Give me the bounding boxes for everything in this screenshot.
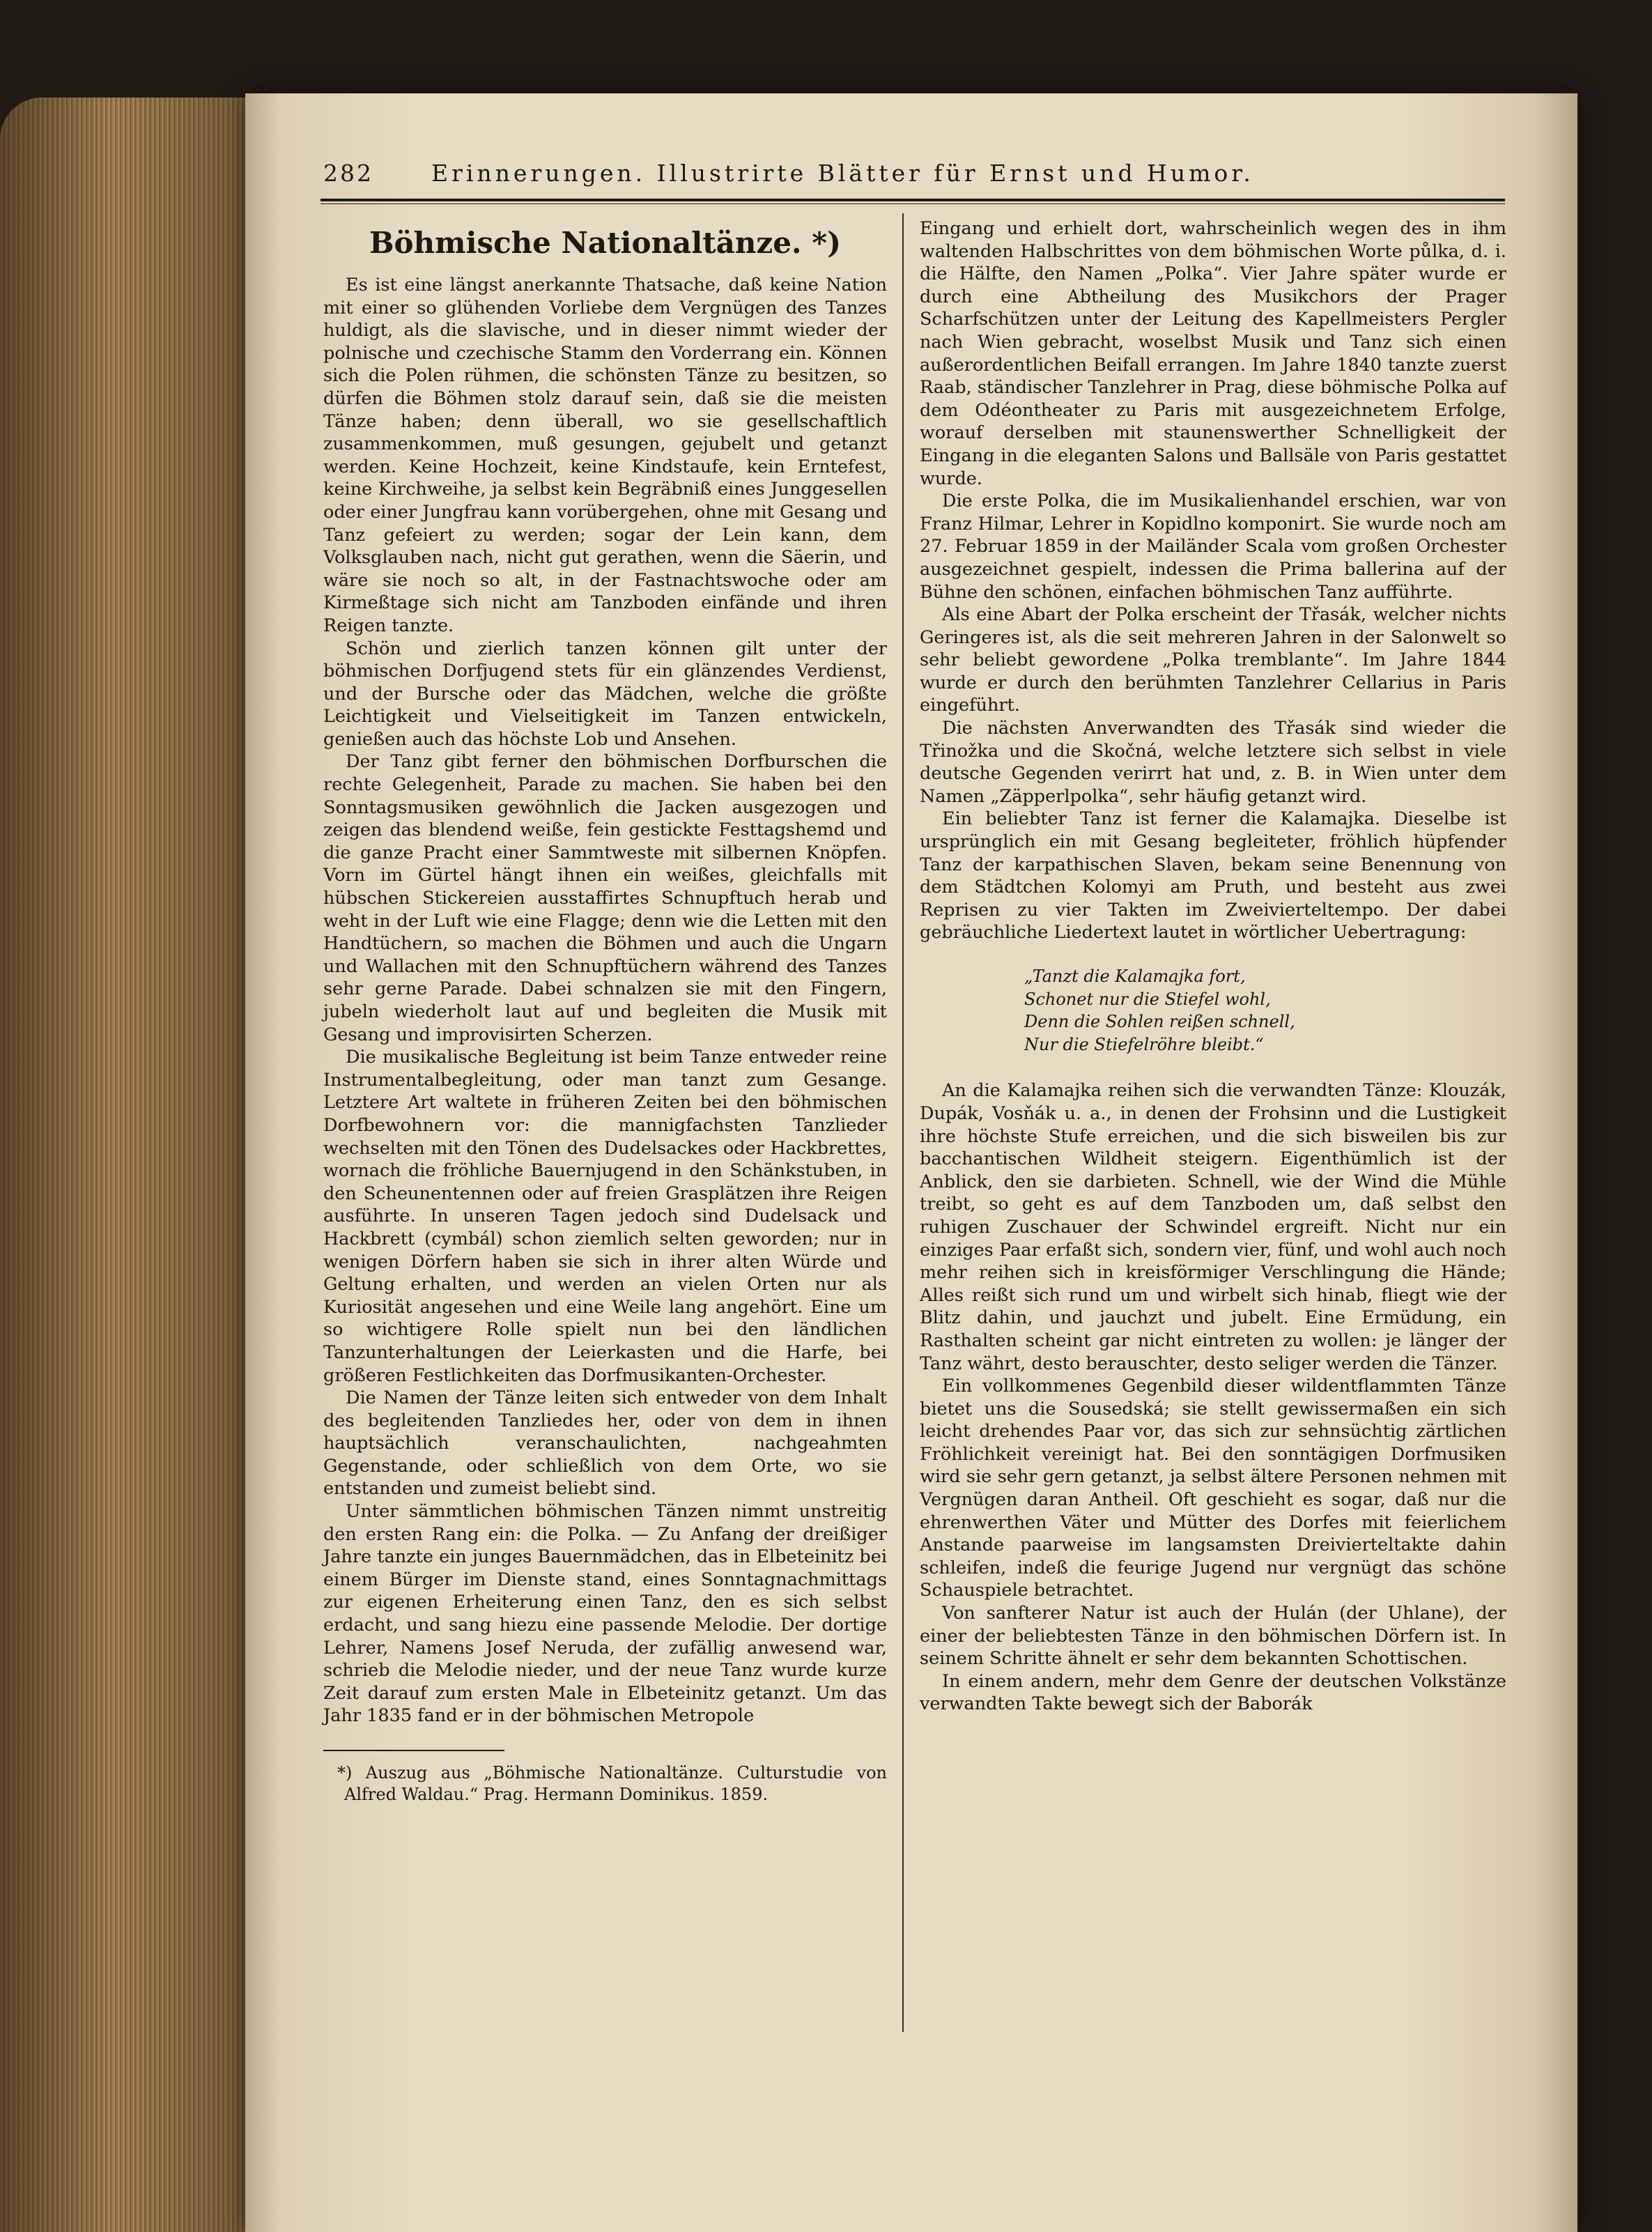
paragraph: An die Kalamajka reihen sich die verwandten Tänze: Klouzák, Dupák, Vosňák u. a., in denen der Frohsinn und die Lustigkeit ihre höchste Stufe erreichen, und die sich bisweilen bis zur bacchantischen Wildheit steigern. Eigenthümlich ist der Anblick, den sie darbieten. Schnell, wie der Wind die Mühle treibt, so geht es auf dem Tanzboden um, daß selbst den ruhigen Zuschauer der Schwindel ergreift. Nicht nur ein einziges Paar erfaßt sich, sondern vier, fünf, und wohl auch noch mehr reihen sich in kreisförmiger Verschlingung die Hände; Alles reißt sich rund um und wirbelt sich hinab, fliegt wie der Blitz dahin, und jauchzt und jubelt. Eine Ermüdung, ein Rasthalten scheint gar nicht eintreten zu wollen: je länger der Tanz währt, desto berauschter, desto seliger werden die Tänzer. [920,1080,1506,1374]
paragraph: Der Tanz gibt ferner den böhmischen Dorfburschen die rechte Gelegenheit, Parade zu machen. Sie haben bei den Sonntagsmusiken gewöhnlich die Jacken ausgezogen und zeigen das blendend weiße, fein gestickte Festtagshemd und die ganze Pracht einer Sammtweste mit silbernen Knöpfen. Vorn im Gürtel hängt ihnen ein weißes, gleichfalls mit hübschen Stickereien ausstaffirtes Schnupftuch herab und weht in der Luft wie eine Flagge; denn wie die Letten mit den Handtüchern, so machen die Böhmen und auch die Ungarn und Wallachen mit den Schnupftüchern während des Tanzes sehr gerne Parade. Dabei schnalzen sie mit den Fingern, jubeln wiederholt laut auf und begleiten die Musik mit Gesang und improvisirten Scherzen. [323,751,887,1045]
paragraph: In einem andern, mehr dem Genre der deutschen Volkstänze verwandten Takte bewegt sich der Baborák [920,1670,1506,1715]
lyric-line: „Tanzt die Kalamajka fort, [1024,967,1246,986]
paragraph: Von sanfterer Natur ist auch der Hulán (der Uhlane), der einer der beliebtesten Tänze in den böhmischen Dörfern ist. In seinem Schritte ähnelt er sehr dem bekannten Schottischen. [920,1603,1506,1670]
page-header [323,160,1505,194]
header-rule-thin [321,203,1505,204]
paragraph: Die Namen der Tänze leiten sich entweder von dem Inhalt des begleitenden Tanzliedes her, oder von dem in ihnen hauptsächlich veranschaulichten, nachgeahmten Gegenstande, oder schließlich von dem Orte, wo sie entstanden und zumeist beliebt sind. [323,1387,887,1500]
paragraph: Als eine Abart der Polka erscheint der Třasák, welcher nichts Geringeres ist, als die seit mehreren Jahren in der Salonwelt so sehr beliebt gewordene „Polka tremblante“. Im Jahre 1844 wurde er durch den berühmten Tanzlehrer Cellarius in Paris eingeführt. [920,604,1506,716]
song-lyrics [1024,965,1506,1056]
paragraph: Schön und zierlich tanzen können gilt unter der böhmischen Dorfjugend stets für ein glänzendes Verdienst, und der Bursche oder das Mädchen, welche die größte Leichtigkeit und Vielseitigkeit im Tanzen entwickeln, genießen auch das höchste Lob und Ansehen. [323,638,887,750]
article-title: Böhmische Nationaltänze. *) [369,226,842,260]
book-edge-shadow [0,98,251,2232]
right-column [920,217,1506,1716]
column-divider [902,213,904,2032]
header-rule-thick [321,199,1505,201]
running-head: Erinnerungen. Illustrirte Blätter für Ernst und Humor. [431,160,1254,187]
page-number: 282 [323,160,373,187]
book-page [245,93,1577,2232]
paragraph: Ein vollkommenes Gegenbild dieser wildentflammten Tänze bietet uns die Sousedská; sie stellt gewissermaßen ein sich leicht drehendes Paar vor, das sich zur sehnsüchtig zärtlichen Fröhlichkeit vereinigt hat. Bei den sonntägigen Dorfmusiken wird sie sehr gern getanzt, ja selbst ältere Personen nehmen mit Vergnügen daran Antheil. Oft geschieht es sogar, daß nur die ehrenwerthen Väter und Mütter des Dorfes mit feierlichem Anstande paarweise im langsamsten Dreivierteltakte dahin schleifen, indeß die feurige Jugend nur vergnügt das schöne Schauspiele betrachtet. [920,1376,1506,1601]
footnote-rule [323,1750,504,1751]
paragraph: Ein beliebter Tanz ist ferner die Kalamajka. Dieselbe ist ursprünglich ein mit Gesang begleiteter, fröhlich hüpfender Tanz der karpathischen Slaven, bekam seine Benennung von dem Städtchen Kolomyi am Pruth, und besteht aus zwei Reprisen zu vier Takten im Zweivierteltempo. Der dabei gebräuchliche Liedertext lautet in wörtlicher Uebertragung: [920,808,1506,944]
footnote: *) Auszug aus „Böhmische Nationaltänze. Culturstudie von Alfred Waldau.“ Prag. Hermann Dominikus. 1859. [337,1763,887,1804]
lyric-line: Schonet nur die Stiefel wohl, [1024,989,1271,1009]
paragraph: Die erste Polka, die im Musikalienhandel erschien, war von Franz Hilmar, Lehrer in Kopidlno komponirt. Sie wurde noch am 27. Februar 1859 in der Mailänder Scala vom großen Orchester ausgezeichnet gespielt, indessen die Prima ballerina auf der Bühne den schönen, einfachen böhmischen Tanz aufführte. [920,491,1506,603]
paragraph: Unter sämmtlichen böhmischen Tänzen nimmt unstreitig den ersten Rang ein: die Polka. — Zu Anfang der dreißiger Jahre tanzte ein junges Bauernmädchen, das in Elbeteinitz bei einem Bürger im Dienste stand, eines Sonntagnachmittags zur eigenen Erheiterung einen Tanz, den es sich selbst erdacht, und sang hiezu eine passende Melodie. Der dortige Lehrer, Namens Josef Neruda, der zufällig anwesend war, schrieb die Melodie nieder, und der neue Tanz wurde kurze Zeit darauf zum ersten Male in Elbeteinitz getanzt. Um das Jahr 1835 fand er in der böhmischen Metropole [323,1501,887,1727]
paragraph: Eingang und erhielt dort, wahrscheinlich wegen des in ihm waltenden Halbschrittes von dem böhmischen Worte půlka, d. i. die Hälfte, den Namen „Polka“. Vier Jahre später wurde er durch eine Abtheilung des Musikchors der Prager Scharfschützen unter der Leitung des Kapellmeisters Pergler nach Wien gebracht, woselbst Musik und Tanz sich einen außerordentlichen Beifall errangen. Im Jahre 1840 tanzte zuerst Raab, ständischer Tanzlehrer in Prag, diese böhmische Polka auf dem Odéontheater zu Paris mit ausgezeichnetem Erfolge, worauf derselben mit staunenswerther Schnelligkeit der Eingang in die eleganten Salons und Ballsäle von Paris gestattet wurde. [920,218,1506,489]
lyric-line: Nur die Stiefelröhre bleibt.“ [1024,1034,1264,1054]
lyric-line: Denn die Sohlen reißen schnell, [1024,1012,1295,1032]
paragraph: Es ist eine längst anerkannte Thatsache, daß keine Nation mit einer so glühenden Vorliebe dem Vergnügen des Tanzes huldigt, als die slavische, und in dieser nimmt wieder der polnische und czechische Stamm den Vorderrang ein. Können sich die Polen rühmen, die schönsten Tänze zu besitzen, so dürfen die Böhmen stolz darauf sein, daß sie die meisten Tänze haben; denn überall, wo sie gesellschaftlich zusammenkommen, muß gesungen, gejubelt und getanzt werden. Keine Hochzeit, keine Kindstaufe, kein Erntefest, keine Kirchweihe, ja selbst kein Begräbniß eines Junggesellen oder einer Jungfrau kann vorübergehen, ohne mit Gesang und Tanz gefeiert zu werden; sogar der Lein kann, dem Volksglauben nach, nicht gut gerathen, wenn die Säerin, und wäre sie noch so alt, in der Fastnachtswoche oder am Kirmeßtage sich nicht am Tanzboden einfände und ihren Reigen tanzte. [323,275,887,636]
paragraph: Die nächsten Anverwandten des Třasák sind wieder die Třinožka und die Skočná, welche letztere sich selbst in viele deutsche Gegenden verirrt hat und, z. B. in Wien unter dem Namen „Zäpperlpolka“, sehr häufig getanzt wird. [920,718,1506,807]
left-column [323,217,887,1806]
paragraph: Die musikalische Begleitung ist beim Tanze entweder reine Instrumentalbegleitung, oder man tanzt zum Gesange. Letztere Art waltete in früheren Zeiten bei den böhmischen Dorfbewohnern vor: die mannigfachsten Tanzlieder wechselten mit den Tönen des Dudelsackes oder Hackbrettes, wornach die fröhliche Bauernjugend in den Schänkstuben, in den Scheunentennen oder auf freien Grasplätzen ihre Reigen ausführte. In unseren Tagen jedoch sind Dudelsack und Hackbrett (cymbál) schon ziemlich selten geworden; nur in wenigen Dörfern haben sie sich in ihrer alten Würde und Geltung erhalten, und werden an vielen Orten nur als Kuriosität angesehen und eine Weile lang angehört. Eine um so wichtigere Rolle spielt nun bei den ländlichen Tanzunterhaltungen der Leierkasten und die Harfe, bei größeren Festlichkeiten das Dorfmusikanten-Orchester. [323,1047,887,1386]
